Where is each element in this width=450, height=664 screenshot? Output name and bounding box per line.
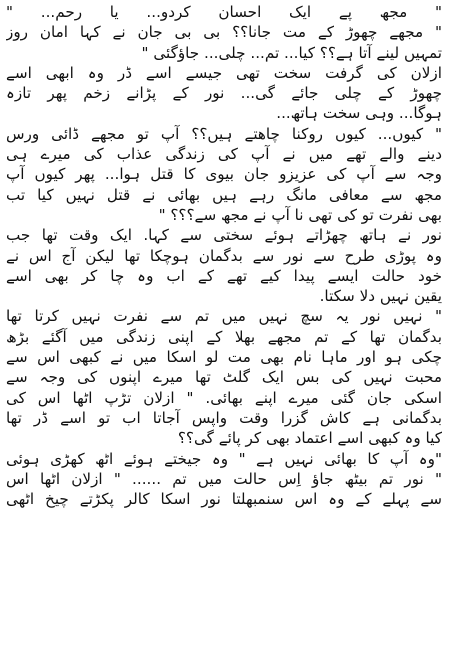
- text-line: " کیوں... کیوں روکنا چاھتے ہیں؟؟ آپ تو مجھے ڈائی ورس: [6, 124, 442, 143]
- text-line: دینے والے تھے میں نے آپ کی زندگی عذاب کی میرے ہی: [6, 145, 442, 164]
- text-line: چھوڑ کے چلی جائے گی... نور کے پڑانے زخم پھر تازہ: [6, 84, 442, 103]
- text-line: " نہیں نور یہ سچ نہیں میں تم سے نفرت نہیں کرتا تھا: [6, 307, 442, 326]
- text-line: تمہیں لینے آتا ہے؟؟ کیا... تم... چلی... جاؤگئی ": [141, 43, 442, 62]
- text-line: " مجھے چھوڑ کے مت جانا؟؟ بی بی جان نے کہا امان روز: [6, 23, 442, 42]
- text-line: بدگمانی ہے کاش گزرا وقت واپس آجاتا اب تو اسے ڈر تھا: [6, 408, 442, 427]
- text-line: اسکی جان گئی میرے اپنے بھائی. " ازلان تڑپ اٹھا اس کی: [6, 388, 442, 407]
- text-line: " نور تم بیٹھ جاؤ اِس حالت میں تم ...... " ازلان اٹھا اس: [6, 469, 442, 488]
- text-line: ہوگا... وہی سخت ہاتھ...: [276, 104, 442, 123]
- text-line: "وہ آپ کا بھائی نہیں ہے " وہ جیختے ہوئے اٹھ کھڑی ہوئی: [6, 449, 442, 468]
- text-line: سے پہلے کے وہ اس سنمبھلتا نور اسکا کالر پکڑتے چیخ اٹھی: [6, 490, 442, 509]
- text-line: کیا وہ کبھی اسے اعتماد بھی کر پائے گی؟؟: [177, 429, 442, 448]
- text-line: یقین نہیں دلا سکتا.: [319, 287, 442, 306]
- text-line: " مجھ پے ایک احسان کردو... یا رحم... ": [6, 3, 442, 21]
- story-text: [6, 2, 442, 509]
- text-line: بھی نفرت تو کی تھی نا آپ نے مجھ سے؟؟؟ ": [158, 205, 442, 224]
- text-line: وہ پوڑی طرح سے نور سے بدگمان ہوچکا تھا لیکن آج اس نے: [6, 246, 442, 265]
- text-line: وجہ سے آپ کی عزیزو جان بیوی کا قتل ہوا... پھر کیوں آپ: [6, 165, 442, 184]
- text-line: خود حالت ایسے پیدا کیے تھے کے اب وہ چا کر بھی اسے: [6, 266, 442, 285]
- text-line: مجھ سے معافی مانگ رہے ہیں بھائی نے قتل نہیں کیا تب: [6, 185, 442, 204]
- text-line: بدگمان تھا کے تم مجھے بھلا کے اپنی زندگی میں آگئے بڑھ: [6, 327, 442, 346]
- text-line: نور نے ہاتھ چھڑاتے ہوئے سختی سے کہا. ایک وقت تھا جب: [6, 226, 442, 245]
- text-line: ازلان کی گرفت سخت تھی جیسے اسے ڈر وہ ابھی اسے: [6, 63, 442, 82]
- text-line: محبت نہیں کی بس ایک گلٹ تھا میرے اپنوں کی وجہ سے: [6, 368, 442, 387]
- text-line: چکی ہو اور ماہا نام بھی مت لو اسکا میں نے کبھی اس سے: [6, 348, 442, 367]
